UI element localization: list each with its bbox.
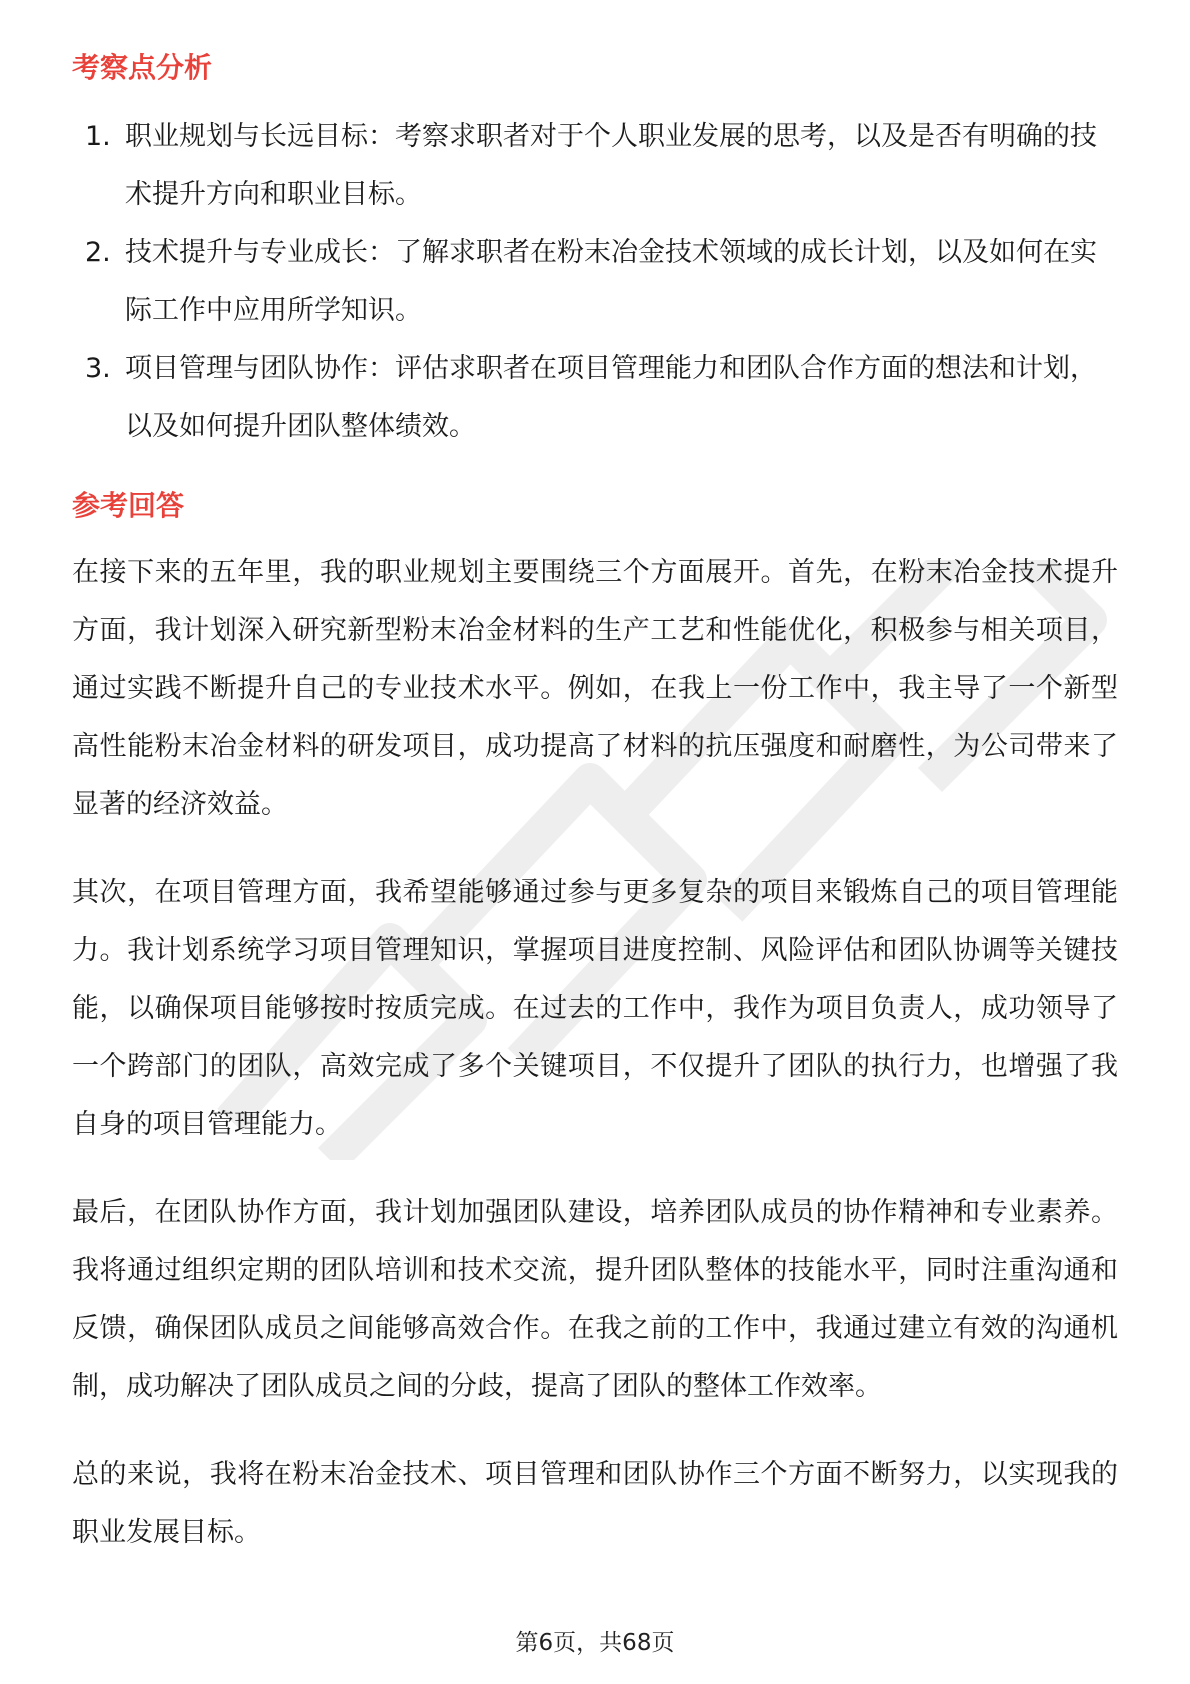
point-number: 3. bbox=[85, 353, 111, 384]
analysis-point bbox=[72, 340, 1118, 456]
answer-heading: 参考回答 bbox=[72, 489, 185, 522]
answer-paragraph: 其次，在项目管理方面，我希望能够通过参与更多复杂的项目来锻炼自己的项目管理能力。我计划系统学习项目管理知识，掌握项目进度控制、风险评估和团队协调等关键技能，以确保项目能够按时按质完成。在过去的工作中，我作为项目负责人，成功领导了一个跨部门的团队，高效完成了多个关键项目，不仅提升了团队的执行力，也增强了我自身的项目管理能力。 bbox=[72, 877, 1118, 1140]
answer-paragraph: 最后，在团队协作方面，我计划加强团队建设，培养团队成员的协作精神和专业素养。我将通过组织定期的团队培训和技术交流，提升团队整体的技能水平，同时注重沟通和反馈，确保团队成员之间能够高效合作。在我之前的工作中，我通过建立有效的沟通机制，成功解决了团队成员之间的分歧，提高了团队的整体工作效率。 bbox=[72, 1197, 1118, 1402]
analysis-point bbox=[72, 108, 1118, 224]
point-text: 技术提升与专业成长：了解求职者在粉末冶金技术领域的成长计划，以及如何在实际工作中应用所学知识。 bbox=[125, 237, 1097, 326]
point-number: 2. bbox=[85, 237, 111, 268]
point-text: 项目管理与团队协作：评估求职者在项目管理能力和团队合作方面的想法和计划，以及如何提升团队整体绩效。 bbox=[125, 353, 1097, 442]
answer-paragraph: 总的来说，我将在粉末冶金技术、项目管理和团队协作三个方面不断努力，以实现我的职业发展目标。 bbox=[72, 1459, 1118, 1548]
analysis-point-list bbox=[72, 108, 1118, 456]
document-body bbox=[72, 48, 1118, 1592]
page-number-footer: 第6页，共68页 bbox=[515, 1630, 675, 1656]
point-number: 1. bbox=[85, 121, 111, 152]
answer-paragraph: 在接下来的五年里，我的职业规划主要围绕三个方面展开。首先，在粉末冶金技术提升方面，我计划深入研究新型粉末冶金材料的生产工艺和性能优化，积极参与相关项目，通过实践不断提升自己的专业技术水平。例如，在我上一份工作中，我主导了一个新型高性能粉末冶金材料的研发项目，成功提高了材料的抗压强度和耐磨性，为公司带来了显著的经济效益。 bbox=[72, 557, 1118, 820]
point-text: 职业规划与长远目标：考察求职者对于个人职业发展的思考，以及是否有明确的技术提升方向和职业目标。 bbox=[125, 121, 1097, 210]
analysis-heading: 考察点分析 bbox=[72, 51, 213, 84]
analysis-point bbox=[72, 224, 1118, 340]
